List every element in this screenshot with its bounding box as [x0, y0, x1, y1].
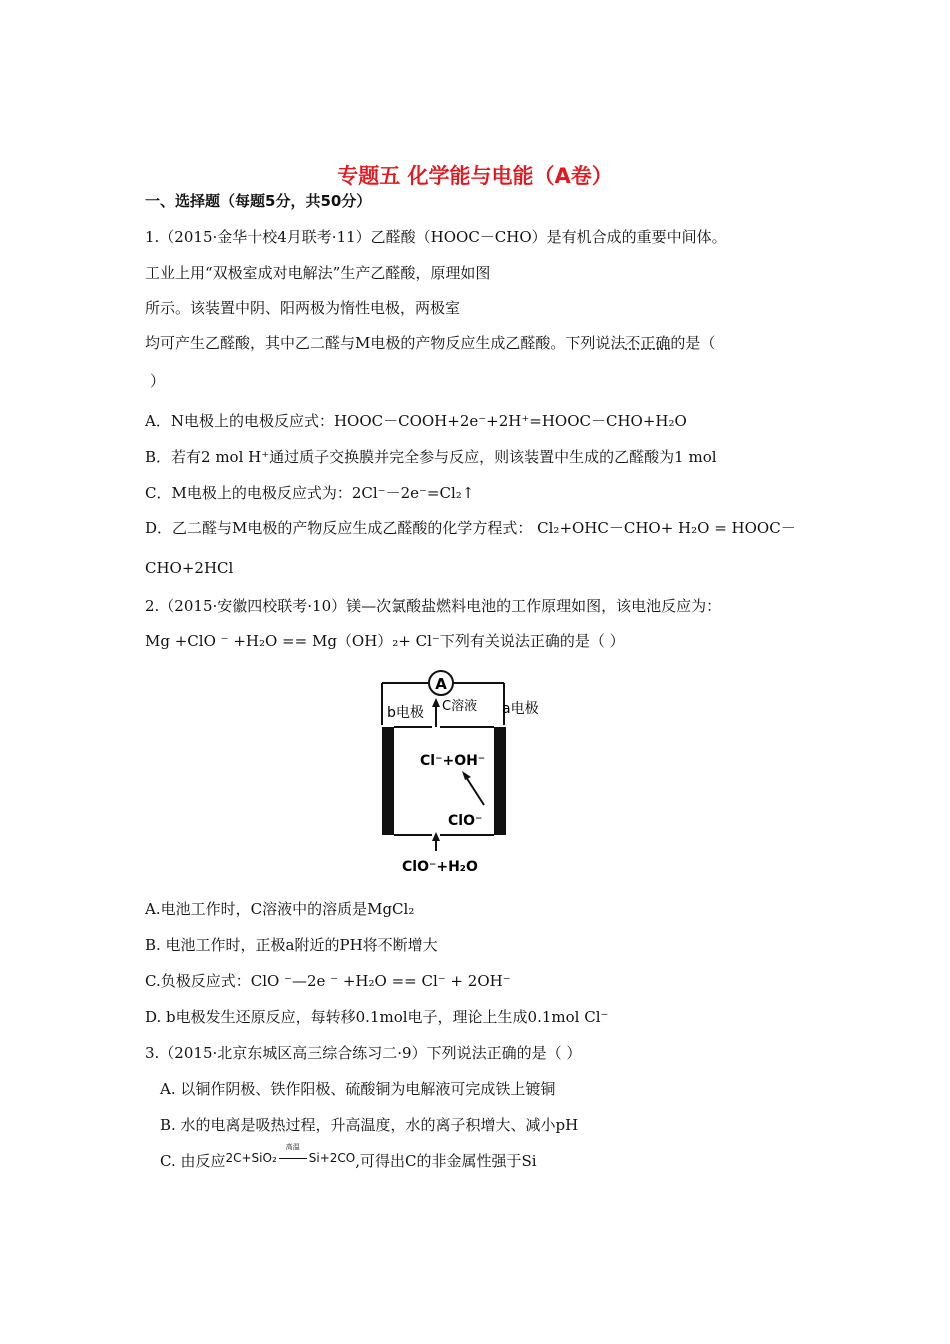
q3-stem: 3.（2015·北京东城区高三综合练习二·9）下列说法正确的是（ ） [145, 1044, 582, 1062]
q1-stem-line4-pre: 均可产生乙醛酸，其中乙二醛与M电极的产物反应生成乙醛酸。下列说法 [145, 334, 626, 352]
q2-option-c: C.负极反应式：ClO ⁻—2e ⁻ +H₂O == Cl⁻ + 2OH⁻ [145, 972, 511, 990]
q3-reaction-equation [225, 1143, 356, 1165]
b-electrode-label: b电极 [387, 705, 424, 721]
q1-option-a: A．N电极上的电极反应式：HOOC－COOH+2e⁻+2H⁺=HOOC－CHO+H₂O [145, 412, 687, 430]
battery-diagram [370, 665, 539, 880]
clo-ion-label: ClO⁻ [448, 813, 483, 829]
q1-stem-line2: 工业上用“双极室成对电解法”生产乙醛酸，原理如图 [145, 264, 491, 282]
q2-stem-line1: 2.（2015·安徽四校联考·10）镁—次氯酸盐燃料电池的工作原理如图，该电池反应为： [145, 597, 722, 615]
q3-option-c [160, 1143, 537, 1171]
q1-option-d-line1: D．乙二醛与M电极的产物反应生成乙醛酸的化学方程式： Cl₂+OHC－CHO+ H₂O = HOOC－ [145, 519, 796, 537]
q1-option-b: B．若有2 mol H⁺通过质子交换膜并完全参与反应，则该装置中生成的乙醛酸为1 mol [145, 448, 717, 466]
q2-option-b: B. 电池工作时，正极a附近的PH将不断增大 [145, 936, 438, 954]
product-ions-label: Cl⁻+OH⁻ [420, 753, 486, 769]
q1-option-c: C．M电极上的电极反应式为：2Cl⁻－2e⁻=Cl₂↑ [145, 484, 475, 502]
q3-eq-right: Si+2CO [308, 1151, 356, 1165]
q3-option-c-pre: C. 由反应 [160, 1152, 226, 1170]
q3-eq-condition: 高温 [285, 1143, 300, 1151]
ammeter-label: A [435, 675, 447, 693]
q3-eq-left: 2C+SiO₂ [225, 1151, 277, 1165]
q1-stem-line1: 1.（2015·金华十校4月联考·11）乙醛酸（HOOC－CHO）是有机合成的重要中间体。 [145, 228, 727, 246]
q3-option-c-post: ,可得出C的非金属性强于Si [355, 1152, 537, 1170]
q1-option-d-line2: CHO+2HCl [145, 559, 234, 577]
section-heading: 一、选择题（每题5分，共50分） [145, 192, 372, 210]
q1-stem-line3: 所示。该装置中阴、阳两极为惰性电极，两极室 [145, 299, 461, 317]
document-title: 专题五 化学能与电能（A卷） [337, 164, 613, 188]
q1-stem-line5: ） [150, 372, 166, 390]
q1-stem-line4-post: 的是（ [670, 334, 716, 352]
q2-stem-line2: Mg +ClO ⁻ +H₂O == Mg（OH）₂+ Cl⁻下列有关说法正确的是（ ） [145, 632, 625, 650]
b-electrode-plate [382, 727, 394, 835]
q1-emphasis-not-correct: 不正确 [625, 334, 671, 352]
q3-eq-arrow [277, 1143, 309, 1165]
inlet-label: ClO⁻+H₂O [402, 859, 478, 875]
q3-option-a: A. 以铜作阴极、铁作阳极、硫酸铜为电解液可完成铁上镀铜 [160, 1080, 556, 1098]
q1-stem-line4 [145, 332, 715, 353]
a-electrode-label: a电极 [502, 701, 539, 717]
a-electrode-plate [494, 727, 506, 835]
c-solution-label: C溶液 [442, 699, 478, 714]
q3-option-b: B. 水的电离是吸热过程，升高温度，水的离子积增大、减小pH [160, 1116, 579, 1134]
q2-option-d: D. b电极发生还原反应，每转移0.1mol电子，理论上生成0.1mol Cl⁻ [145, 1008, 609, 1026]
q2-option-a: A.电池工作时，C溶液中的溶质是MgCl₂ [145, 900, 415, 918]
